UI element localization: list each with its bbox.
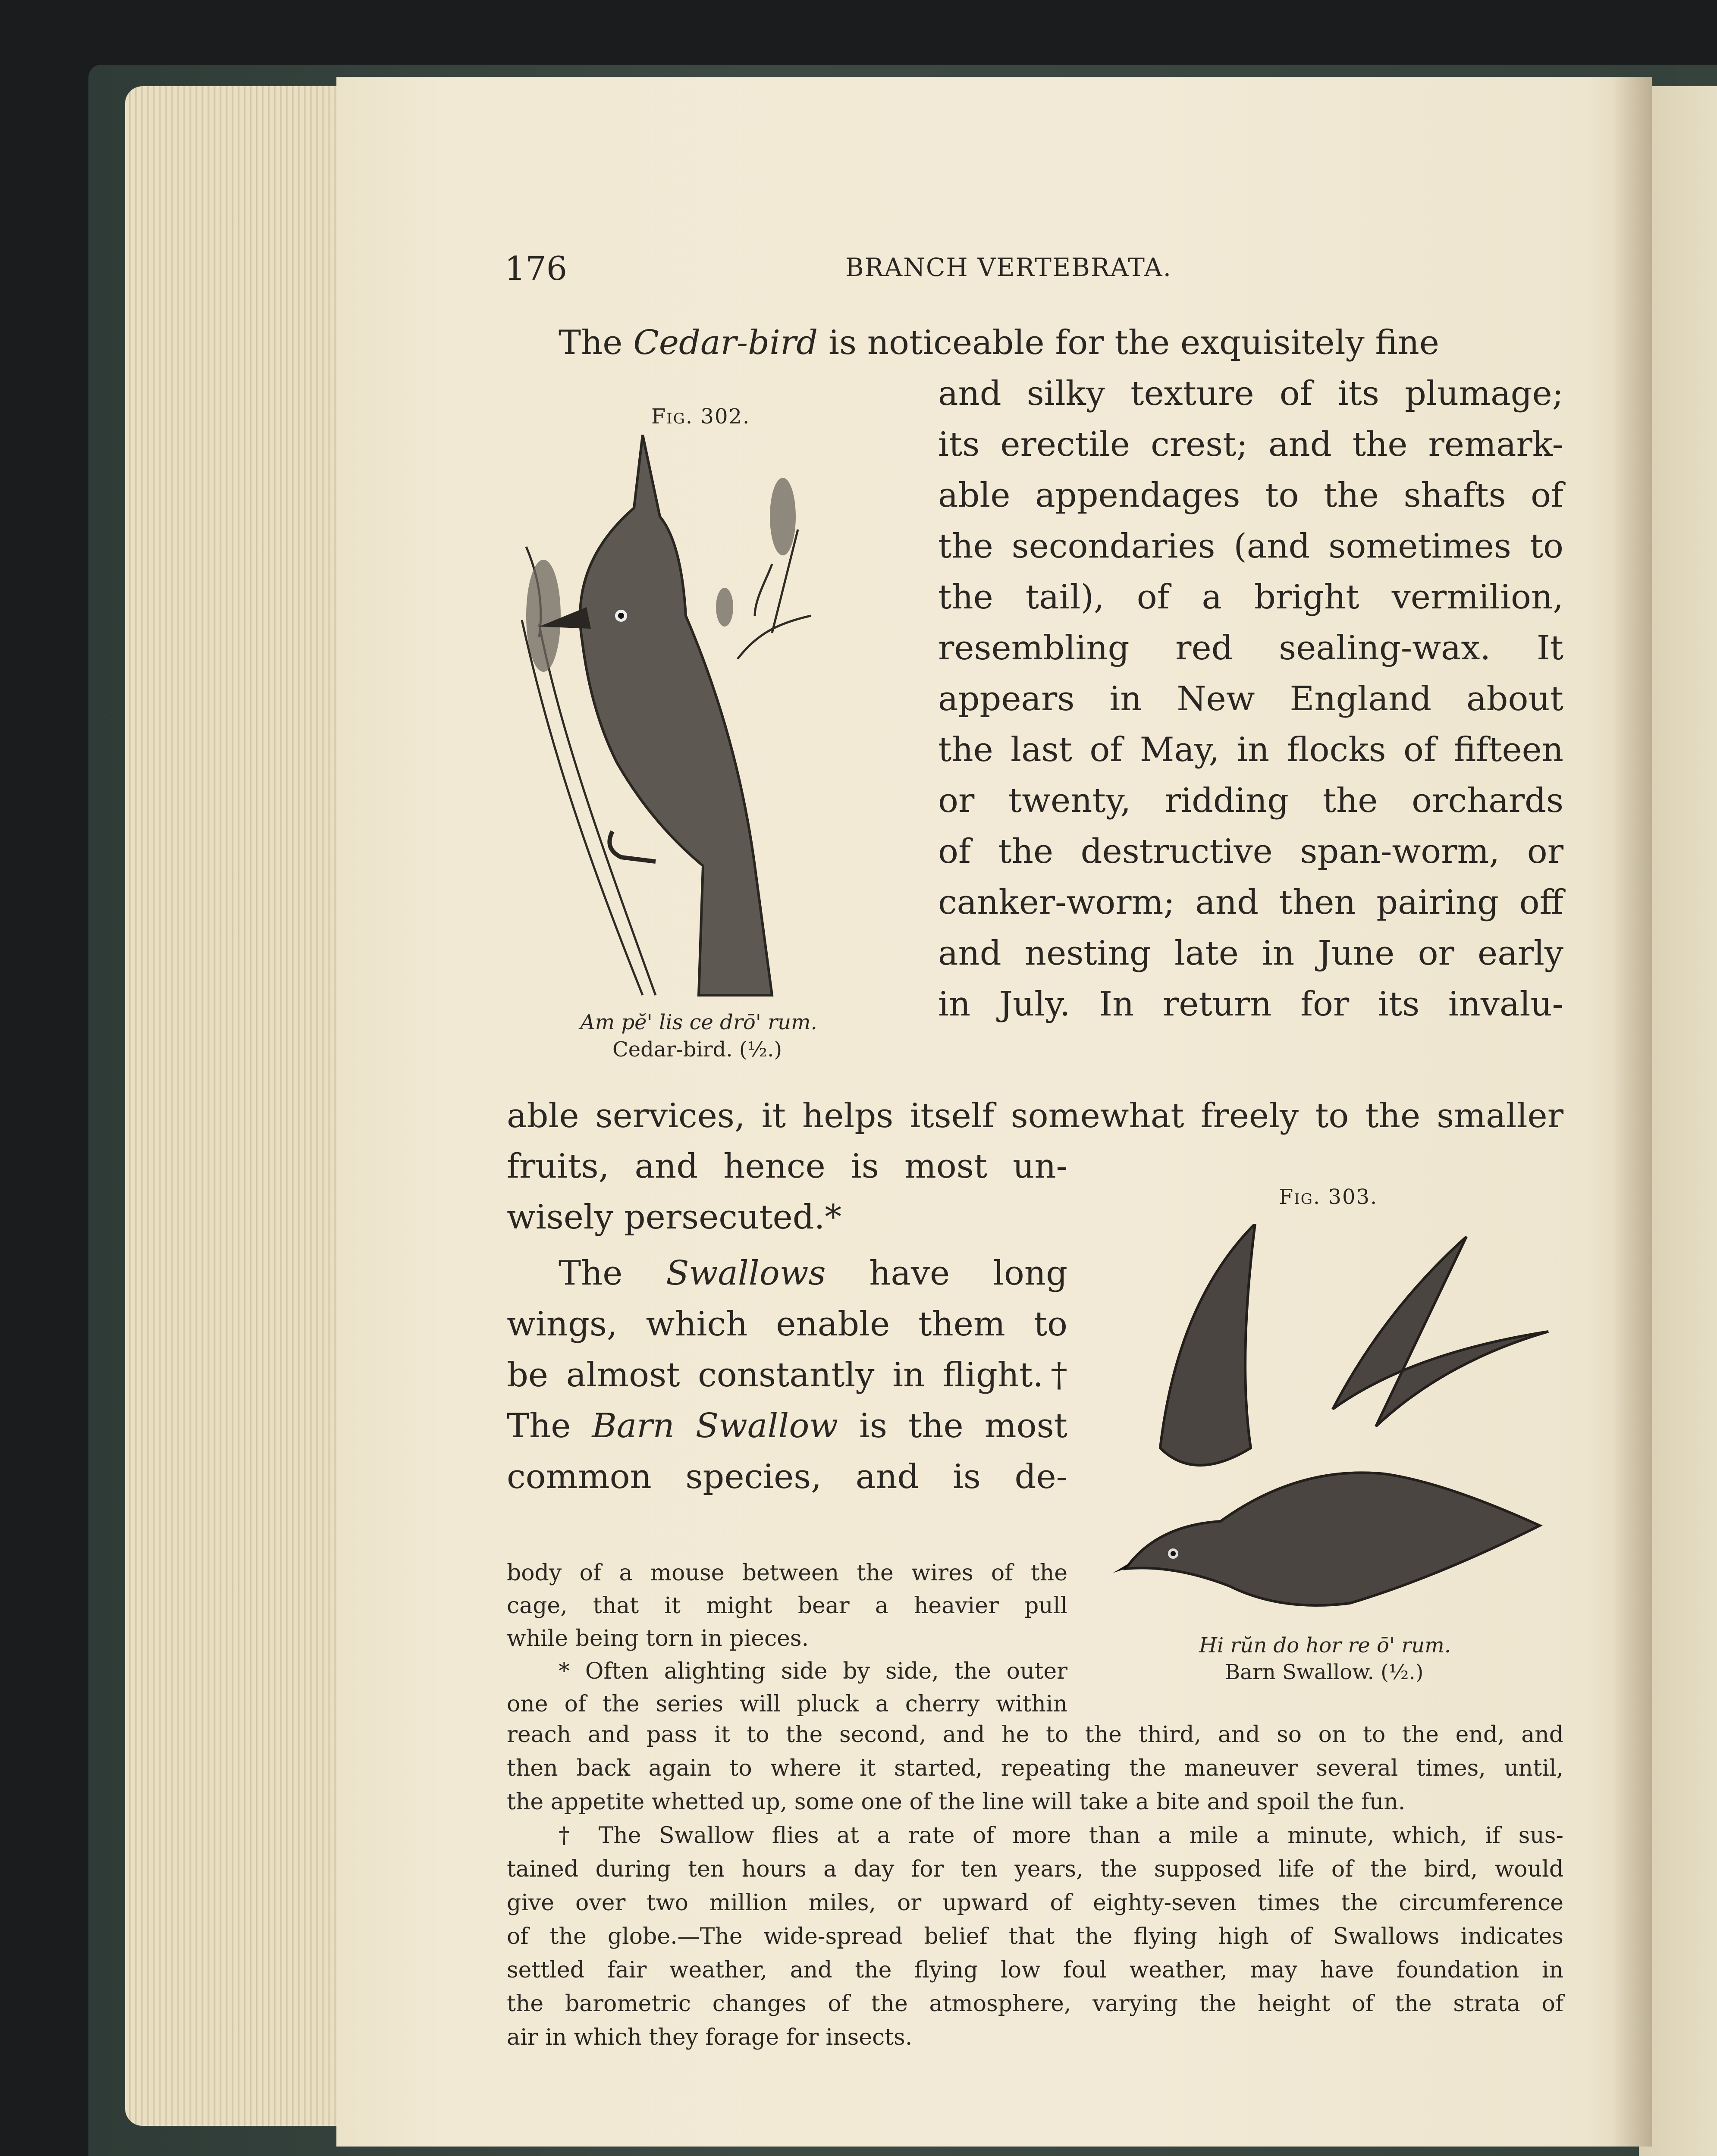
footnote-dagger-line-4: of the globe.—The wide-spread belief that the flying high of Swallows indicates xyxy=(507,1924,1563,1949)
footnote-star-wide-line-2: then back again to where it started, repeating the maneuver several times, until, xyxy=(507,1755,1563,1781)
para2-line-2: wings, which enable them to xyxy=(507,1305,1067,1344)
fig302-caption-common: Cedar-bird. (½.) xyxy=(612,1037,782,1062)
footnote-star-line-2: one of the series will pluck a cherry within xyxy=(507,1691,1067,1717)
page-number: 176 xyxy=(505,249,568,288)
para2-line-5: common species, and is de- xyxy=(507,1457,1067,1496)
footnote-cont-line-2: cage, that it might bear a heavier pull xyxy=(507,1593,1067,1619)
fig302-caption-latin: Am pĕ' lis ce drō' rum. xyxy=(580,1010,817,1034)
para1-narrow-line-1: and silky texture of its plumage; xyxy=(938,374,1563,413)
footnote-star-wide-line-1: reach and pass it to the second, and he to the third, and so on to the end, and xyxy=(507,1722,1563,1748)
para1-first-line: The Cedar-bird is noticeable for the exquisitely fine xyxy=(559,323,1439,362)
cedar-bird-illustration xyxy=(513,435,824,1012)
book-page xyxy=(336,77,1652,2147)
footnote-cont-line-1: body of a mouse between the wires of the xyxy=(507,1560,1067,1586)
fig303-caption-latin: Hi rŭn do hor re ō' rum. xyxy=(1199,1633,1451,1658)
footnote-dagger-line-2: tained during ten hours a day for ten years, the supposed life of the bird, would xyxy=(507,1856,1563,1882)
para2-line-1: The Swallows have long xyxy=(559,1254,1068,1293)
footnote-cont-line-3: while being torn in pieces. xyxy=(507,1626,809,1651)
para1-narrow-line-2: its erectile crest; and the remark- xyxy=(938,425,1563,464)
footnotes-wide xyxy=(507,1722,1563,2058)
para1-full-line: able services, it helps itself somewhat freely to the smaller xyxy=(507,1097,1563,1135)
fig302-label: Fig. 302. xyxy=(651,404,750,429)
footnote-star-line-1: * Often alighting side by side, the outer xyxy=(559,1658,1067,1684)
para1-narrow-line-13: in July. In return for its invalu- xyxy=(938,985,1563,1024)
footnote-star-wide-line-3: the appetite whetted up, some one of the line will take a bite and spoil the fun. xyxy=(507,1789,1406,1815)
footnote-dagger-line-5: settled fair weather, and the flying low foul weather, may have foundation in xyxy=(507,1957,1563,1983)
para1-narrow-line-5: the tail), of a bright vermilion, xyxy=(938,578,1563,617)
page-stack-edge xyxy=(125,86,341,2126)
para1-narrow-column xyxy=(938,374,1563,1036)
para1-narrow-line-6: resembling red sealing-wax. It xyxy=(938,629,1563,667)
para2-line-3: be almost constantly in flight.† xyxy=(507,1356,1067,1395)
para1-narrow-line-7: appears in New England about xyxy=(938,680,1563,718)
barn-swallow-illustration xyxy=(1108,1224,1557,1625)
para1-narrow-line-3: able appendages to the shafts of xyxy=(938,476,1563,515)
footnote-dagger-line-1: † The Swallow flies at a rate of more than a mile a minute, which, if sus- xyxy=(559,1823,1563,1849)
para1-narrow-line-8: the last of May, in flocks of fifteen xyxy=(938,730,1563,769)
para1-narrow-line-4: the secondaries (and sometimes to xyxy=(938,527,1563,566)
footnote-dagger-line-6: the barometric changes of the atmosphere, varying the height of the strata of xyxy=(507,1991,1563,2017)
para1-narrow-line-10: of the destructive span-worm, or xyxy=(938,832,1563,871)
para1-narrow-line-11: canker-worm; and then pairing off xyxy=(938,883,1563,922)
running-title: BRANCH VERTEBRATA. xyxy=(845,253,1172,282)
footnote-dagger-line-3: give over two million miles, or upward of eighty-seven times the circumference xyxy=(507,1890,1563,1916)
para1-after-line-2: wisely persecuted.* xyxy=(507,1198,842,1237)
para2-line-4: The Barn Swallow is the most xyxy=(507,1407,1067,1445)
footnotes-narrow xyxy=(507,1560,1067,1724)
fig303-caption-common: Barn Swallow. (½.) xyxy=(1225,1660,1424,1684)
fig303-label: Fig. 303. xyxy=(1279,1185,1378,1209)
para1-narrow-line-12: and nesting late in June or early xyxy=(938,934,1563,973)
para1-after-line-1: fruits, and hence is most un- xyxy=(507,1147,1067,1186)
para1-narrow-line-9: or twenty, ridding the orchards xyxy=(938,781,1563,820)
footnote-dagger-line-7: air in which they forage for insects. xyxy=(507,2024,913,2050)
